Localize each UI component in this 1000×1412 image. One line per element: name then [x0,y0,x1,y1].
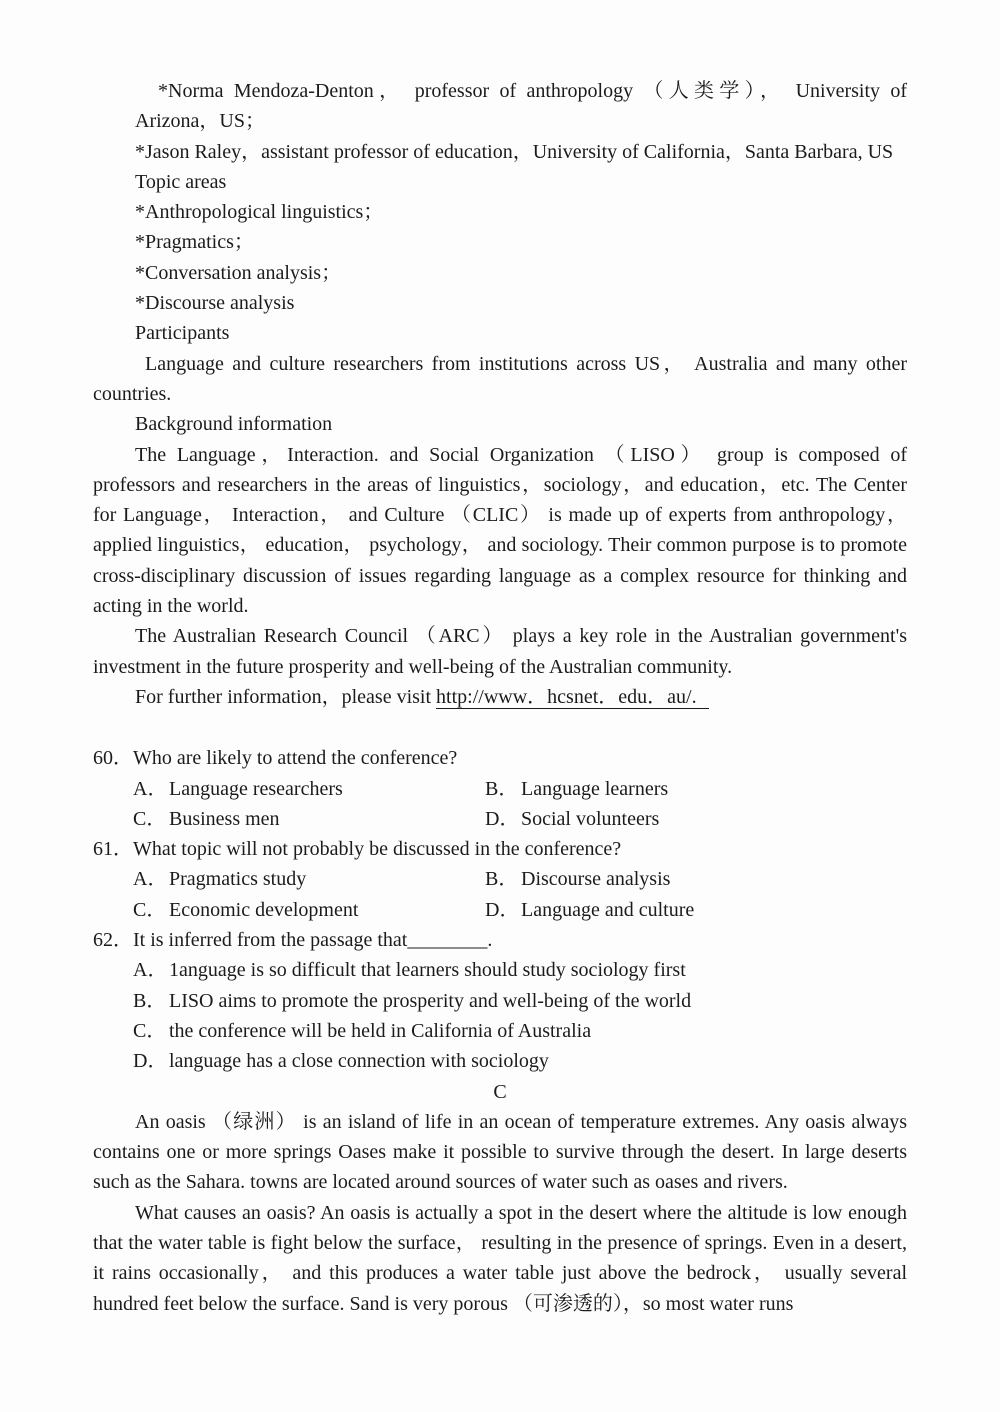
participants-heading: Participants [135,322,230,345]
option-61-d [485,895,694,925]
question-number: 60． [93,747,133,770]
option-61-c [133,895,485,925]
topic-item-conversation-analysis: *Conversation analysis； [135,261,342,284]
further-info-line [93,682,907,712]
question-61-stem [93,834,907,864]
question-60-options-row-1 [133,774,907,804]
option-text: language has a close connection with sociology [169,1050,549,1073]
option-text: Economic development [169,898,359,921]
question-number: 61． [93,838,133,861]
question-60-stem [93,743,907,773]
option-label: A． [133,777,168,800]
participants-paragraph: Language and culture researchers from institutions across US， Australia and many other countries. [93,352,907,405]
speaker-line-jason: *Jason Raley，assistant professor of education，University of California，Santa Barbara, US [135,140,894,163]
background-paragraph-arc: The Australian Research Council （ARC） plays a key role in the Australian government's investment in the future prosperity and well-being of the Australian community. [93,625,907,678]
option-label: B． [485,777,519,800]
option-61-a [133,864,485,894]
background-paragraph-liso: The Language，Interaction. and Social Organization （LISO） group is composed of professors and researchers in the areas of linguistics，sociology，and education，etc. The Center for Language， Interaction， and Culture （CLIC） is made up of experts from anthropology， applied linguistics， education， psychology， and sociology. Their common purpose is to promote cross-disciplinary discussion of issues regarding language as a complex resource for thinking and acting in the world. [93,443,907,618]
option-label: C． [133,1019,167,1042]
oasis-paragraph-2: What causes an oasis? An oasis is actually a spot in the desert where the altitude is low enough that the water table is fight below the surface， resulting in the presence of springs. Even in a desert, it rains occasionally， and this produces a water table just above the bedrock， usually several hundred feet below the surface. Sand is very porous （可渗透的），so most water runs [93,1201,907,1315]
option-62-c [133,1016,907,1046]
question-text: It is inferred from the passage that________. [133,929,493,952]
option-62-b [133,986,907,1016]
option-text: Language researchers [169,777,343,800]
option-text: Social volunteers [521,807,660,830]
option-label: B． [485,868,519,891]
question-62-stem [93,925,907,955]
option-label: D． [485,807,520,830]
option-text: the conference will be held in California of Australia [169,1019,592,1042]
option-text: Pragmatics study [169,868,307,891]
option-text: LISO aims to promote the prosperity and well-being of the world [169,989,692,1012]
option-label: D． [485,898,520,921]
background-information-heading: Background information [135,413,333,436]
option-60-d [485,804,659,834]
topic-areas-heading: Topic areas [135,170,227,193]
further-info-link[interactable]: http://www．hcsnet．edu．au/. [436,686,709,709]
question-text: What topic will not probably be discussed in the conference? [133,838,622,861]
option-text: 1anguage is so difficult that learners should study sociology first [169,959,686,982]
topic-item-anthropological-linguistics: *Anthropological linguistics； [135,201,384,224]
option-text: Business men [169,807,280,830]
option-label: C． [133,807,167,830]
question-61-options-row-2 [133,895,907,925]
option-62-a [133,955,907,985]
option-label: A． [133,868,168,891]
questions-block [93,743,907,1076]
question-61 [93,834,907,925]
option-60-b [485,774,668,804]
question-60 [93,743,907,834]
conference-speakers-block [93,76,907,349]
topic-item-discourse-analysis: *Discourse analysis [135,292,295,315]
option-62-d [133,1046,907,1076]
option-label: C． [133,898,167,921]
option-text: Language learners [521,777,669,800]
option-label: A． [133,959,168,982]
question-number: 62． [93,929,133,952]
option-60-a [133,774,485,804]
option-text: Language and culture [521,898,695,921]
option-text: Discourse analysis [521,868,671,891]
question-60-options-row-2 [133,804,907,834]
topic-item-pragmatics: *Pragmatics； [135,231,254,254]
option-61-b [485,864,670,894]
question-text: Who are likely to attend the conference? [133,747,458,770]
speaker-line-norma: *Norma Mendoza-Denton， professor of anthropology （人类学）， University of Arizona，US； [135,80,907,133]
oasis-paragraph-1: An oasis （绿洲） is an island of life in an ocean of temperature extremes. Any oasis always contains one or more springs Oases make it possible to survive through the desert. In large deserts such as the Sahara. towns are located around sources of water such as oases and rivers. [93,1110,907,1194]
option-label: D． [133,1050,168,1073]
question-62 [93,925,907,1076]
section-c-header: C [493,1080,507,1103]
option-60-c [133,804,485,834]
further-info-text: For further information，please visit [135,685,437,708]
option-label: B． [133,989,167,1012]
question-61-options-row-1 [133,864,907,894]
